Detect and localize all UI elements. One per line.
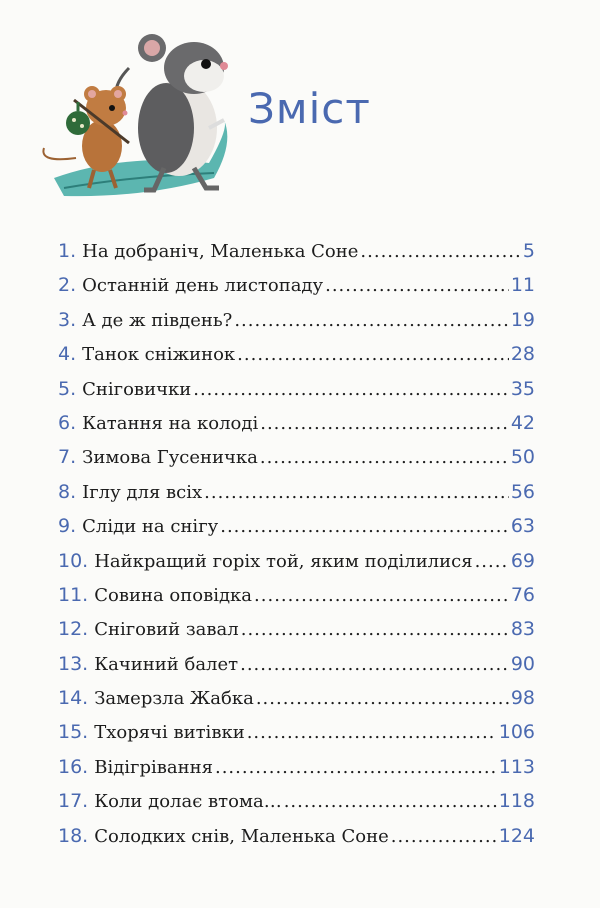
toc-entry-number: 5. <box>58 377 77 400</box>
toc-entry-page: 106 <box>498 721 535 744</box>
toc-entry-number: 17. <box>58 790 89 813</box>
toc-dot-leader <box>240 654 509 675</box>
toc-entry-number: 13. <box>58 652 89 675</box>
toc-entry-page: 35 <box>510 377 535 400</box>
toc-entry[interactable] <box>58 721 535 755</box>
toc-dot-leader <box>220 516 509 537</box>
toc-entry[interactable] <box>58 481 535 515</box>
toc-entry-page: 19 <box>510 308 535 331</box>
toc-entry-title: На добраніч, Маленька Соне <box>82 241 359 262</box>
toc-entry[interactable] <box>58 343 535 377</box>
toc-entry-page: 50 <box>510 446 535 469</box>
toc-entry-number: 12. <box>58 618 89 641</box>
toc-entry-number: 11. <box>58 583 89 606</box>
toc-entry-page: 56 <box>510 480 535 503</box>
toc-dot-leader <box>247 722 497 743</box>
toc-entry-title: Сліди на снігу <box>82 516 219 538</box>
table-of-contents <box>58 240 535 859</box>
toc-entry-page: 98 <box>510 687 535 710</box>
toc-entry-title: Танок сніжинок <box>82 344 236 366</box>
toc-entry-title: Сніговички <box>82 378 192 400</box>
toc-entry-title: Іглу для всіх <box>82 481 203 503</box>
toc-entry-page: 83 <box>510 618 535 641</box>
toc-dot-leader <box>475 551 509 572</box>
toc-entry-page: 28 <box>510 343 535 366</box>
toc-entry-title: Замерзла Жабка <box>94 688 254 710</box>
toc-entry-title: Останній день листопаду <box>82 275 324 297</box>
toc-entry-page: 42 <box>510 411 535 434</box>
toc-entry-page: 90 <box>510 652 535 675</box>
toc-entry-title: Найкращий горіх той, яким поділилися <box>94 550 473 572</box>
toc-dot-leader <box>237 344 509 365</box>
toc-dot-leader <box>193 379 509 400</box>
toc-dot-leader <box>241 619 509 640</box>
toc-entry-title: Совина оповідка <box>94 584 253 606</box>
toc-entry-number: 3. <box>58 308 77 331</box>
toc-entry[interactable] <box>58 825 535 859</box>
toc-dot-leader <box>254 585 509 606</box>
toc-entry-number: 16. <box>58 755 89 778</box>
toc-entry[interactable] <box>58 618 535 652</box>
toc-dot-leader <box>284 791 497 812</box>
toc-entry-page: 11 <box>510 274 535 297</box>
toc-entry-page: 124 <box>498 824 535 847</box>
toc-entry-page: 69 <box>510 549 535 572</box>
page-title: Зміст <box>248 84 371 133</box>
toc-entry-page: 76 <box>510 583 535 606</box>
toc-entry[interactable] <box>58 550 535 584</box>
toc-entry[interactable] <box>58 584 535 618</box>
toc-entry[interactable] <box>58 653 535 687</box>
toc-entry-title: А де ж південь? <box>82 309 233 331</box>
toc-entry-number: 7. <box>58 446 77 469</box>
toc-entry-number: 1. <box>58 240 77 262</box>
toc-entry-number: 2. <box>58 274 77 297</box>
toc-entry-page: 63 <box>510 515 535 538</box>
toc-entry[interactable] <box>58 309 535 343</box>
toc-entry-title: Качиний балет <box>94 653 239 675</box>
toc-entry[interactable] <box>58 687 535 721</box>
toc-entry-page: 5 <box>522 240 535 262</box>
toc-entry-number: 9. <box>58 515 77 538</box>
toc-dot-leader <box>215 757 497 778</box>
toc-entry[interactable] <box>58 240 535 274</box>
toc-dot-leader <box>325 275 509 296</box>
toc-entry-page: 113 <box>498 755 535 778</box>
toc-entry-number: 14. <box>58 687 89 710</box>
toc-entry-number: 10. <box>58 549 89 572</box>
toc-entry-number: 6. <box>58 411 77 434</box>
toc-entry-title: Коли долає втома… <box>94 791 282 813</box>
toc-entry-number: 15. <box>58 721 89 744</box>
toc-entry[interactable] <box>58 274 535 308</box>
toc-dot-leader <box>256 688 509 709</box>
toc-entry[interactable] <box>58 412 535 446</box>
toc-dot-leader <box>204 482 509 503</box>
toc-dot-leader <box>234 310 509 331</box>
toc-entry[interactable] <box>58 446 535 480</box>
toc-entry[interactable] <box>58 515 535 549</box>
toc-entry-title: Зимова Гусеничка <box>82 447 258 469</box>
toc-dot-leader <box>260 413 509 434</box>
toc-entry-number: 4. <box>58 343 77 366</box>
toc-entry-number: 8. <box>58 480 77 503</box>
toc-entry[interactable] <box>58 790 535 824</box>
toc-entry-title: Катання на колоді <box>82 412 259 434</box>
toc-entry[interactable] <box>58 756 535 790</box>
toc-entry-title: Солодких снів, Маленька Соне <box>94 825 389 847</box>
toc-entry-page: 118 <box>498 790 535 813</box>
toc-dot-leader <box>360 241 520 262</box>
toc-dot-leader <box>391 826 497 847</box>
mice-illustration <box>34 28 249 208</box>
toc-entry-title: Сніговий завал <box>94 619 239 641</box>
toc-entry[interactable] <box>58 378 535 412</box>
toc-dot-leader <box>260 447 509 468</box>
toc-entry-number: 18. <box>58 824 89 847</box>
toc-entry-title: Тхорячі витівки <box>94 722 245 744</box>
toc-entry-title: Відігрівання <box>94 756 213 778</box>
